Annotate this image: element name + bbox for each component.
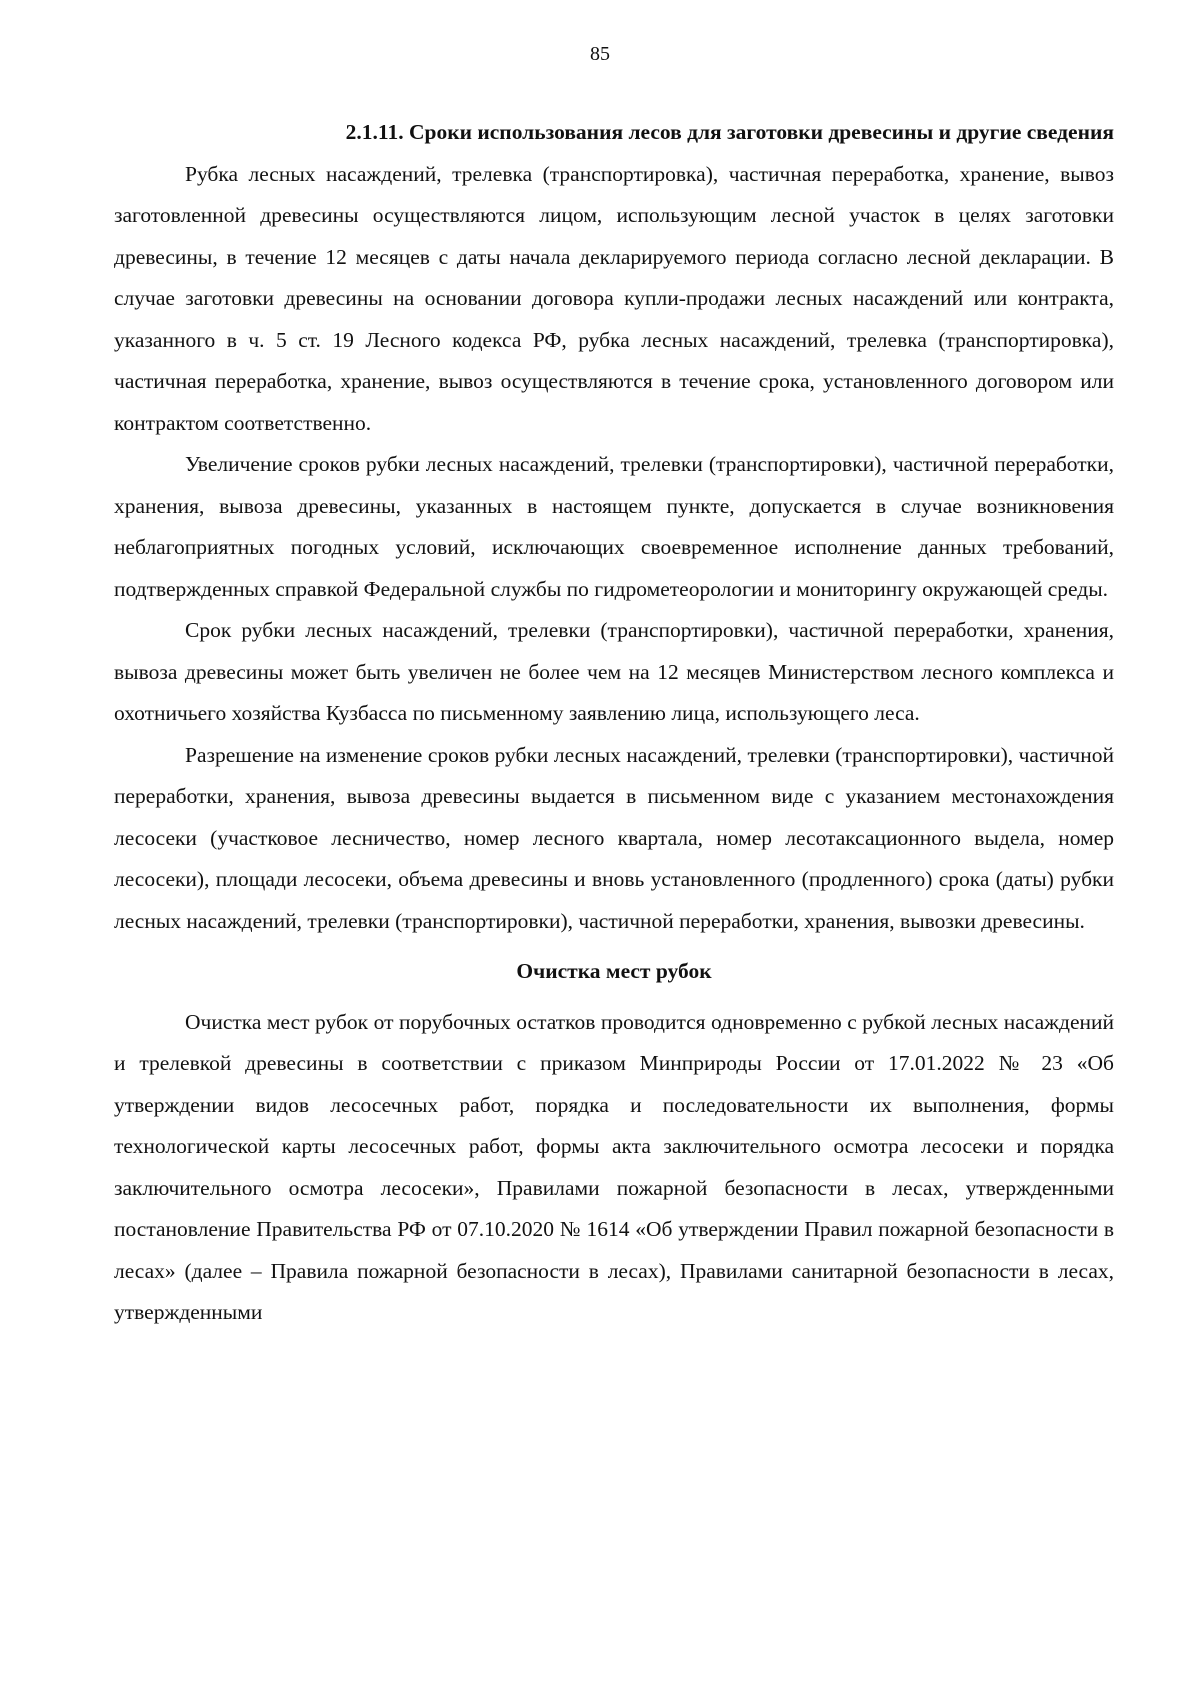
subsection-heading: Очистка мест рубок <box>516 959 712 983</box>
page-content <box>114 112 1114 1334</box>
paragraph-term-extension-weather: Увеличение сроков рубки лесных насаждений, трелевки (транспортировки), частичной переработки, хранения, вывоза древесины, указанных в настоящем пункте, допускается в случае возникновения неблагоприятных погодных условий, исключающих своевременное исполнение данных требований, подтвержденных справкой Федеральной службы по гидрометеорологии и мониторингу окружающей среды. <box>114 452 1114 601</box>
paragraph-term-extension-ministry: Срок рубки лесных насаждений, трелевки (транспортировки), частичной переработки, хранения, вывоза древесины может быть увеличен не более чем на 12 месяцев Министерством лесного комплекса и охотничьего хозяйства Кузбасса по письменному заявлению лица, использующего леса. <box>114 618 1114 725</box>
paragraph-site-cleaning: Очистка мест рубок от порубочных остатков проводится одновременно с рубкой лесных насаждений и трелевкой древесины в соответствии с приказом Минприроды России от 17.01.2022 № 23 «Об утверждении видов лесосечных работ, порядка и последовательности их выполнения, формы технологической карты лесосечных работ, формы акта заключительного осмотра лесосеки и порядка заключительного осмотра лесосеки», Правилами пожарной безопасности в лесах, утвержденными постановление Правительства РФ от 07.10.2020 № 1614 «Об утверждении Правил пожарной безопасности в лесах» (далее – Правила пожарной безопасности в лесах), Правилами санитарной безопасности в лесах, утвержденными <box>114 1009 1114 1324</box>
paragraph-harvest-terms: Рубка лесных насаждений, трелевка (транспортировка), частичная переработка, хранение, вывоз заготовленной древесины осуществляются лицом, использующим лесной участок в целях заготовки древесины, в течение 12 месяцев с даты начала декларируемого периода согласно лесной декларации. В случае заготовки древесины на основании договора купли-продажи лесных насаждений или контракта, указанного в ч. 5 ст. 19 Лесного кодекса РФ, рубка лесных насаждений, трелевка (транспортировка), частичная переработка, хранение, вывоз осуществляются в течение срока, установленного договором или контрактом соответственно. <box>114 161 1114 435</box>
page-number: 85 <box>590 43 610 65</box>
paragraph-extension-permit: Разрешение на изменение сроков рубки лесных насаждений, трелевки (транспортировки), частичной переработки, хранения, вывоза древесины выдается в письменном виде с указанием местонахождения лесосеки (участковое лесничество, номер лесного квартала, номер лесотаксационного выдела, номер лесосеки), площади лесосеки, объема древесины и вновь установленного (продленного) срока (даты) рубки лесных насаждений, трелевки (транспортировки), частичной переработки, хранения, вывозки древесины. <box>114 742 1114 933</box>
section-heading: 2.1.11. Сроки использования лесов для заготовки древесины и другие сведения <box>345 120 1114 144</box>
